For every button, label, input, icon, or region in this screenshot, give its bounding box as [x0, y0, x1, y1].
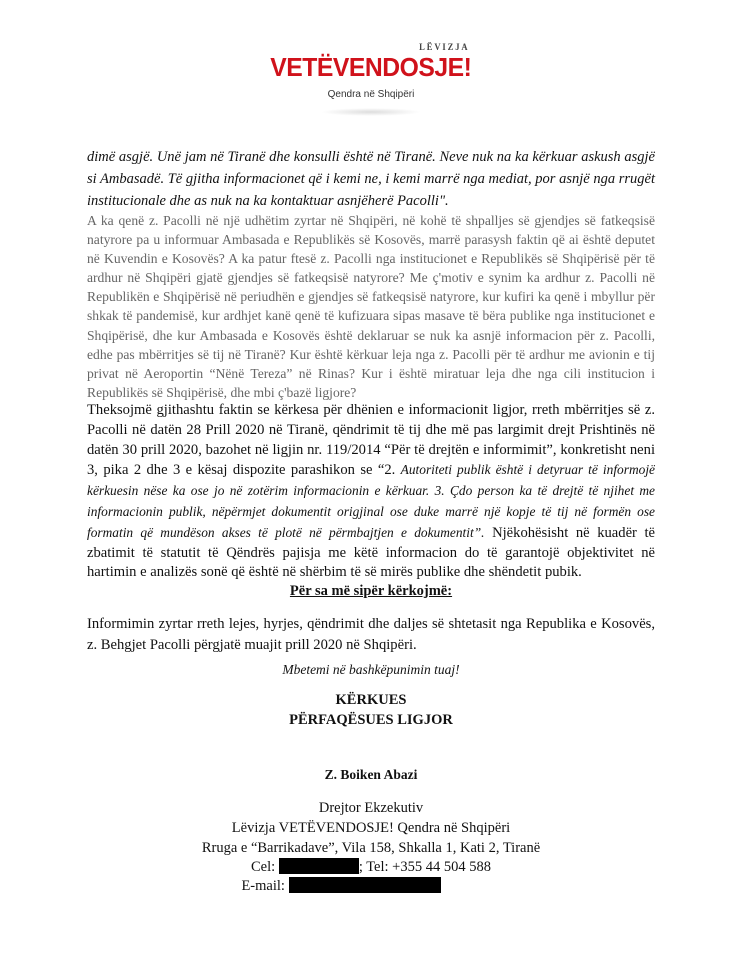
logo-main-text: VETËVENDOSJE!	[270, 52, 472, 82]
role-legal-rep: PËRFAQËSUES LIGJOR	[289, 712, 453, 728]
quote-paragraph: dimë asgjë. Unë jam në Tiranë dhe konsulli është në Tiranë. Neve nuk na ka kërkuar askush asgjë si Ambasadë. Të gjitha informacionet që i kemi ne, i kemi marrë nga mediat, por asnjë nga rrugët institucionale dhe as nuk na ka kontaktuar asnjëherë Pacolli".	[87, 149, 655, 209]
logo-wordmark	[270, 42, 472, 83]
redacted-email	[289, 877, 441, 893]
closing-line: Mbetemi në bashkëpunimin tuaj!	[282, 662, 460, 677]
legal-text-b: Njëkohësisht në kuadër të zbatimit të statutit të Qëndrës pajisja me këtë informacion do të garantojë objektivitet në hartimin e analizës sonë që është në shërbim të së mirës publike dhe shëndetit pubik.	[87, 524, 656, 581]
address: Rruga e “Barrikadave”, Vila 158, Shkalla 1, Kati 2, Tiranë	[201, 840, 541, 856]
organization: Lëvizja VETËVENDOSJE! Qendra në Shqipëri	[231, 820, 511, 836]
legal-text-a: Theksojmë gjithashtu faktin se kërkesa për dhënien e informacionit ligjor, rreth mbërritjes së z. Pacolli në datën 28 Prill 2020 në Tiranë, qëndrimit të tij dhe më pas largimit drejt Prishtinës në datën 30 prill 2020, bazohet në ligjin nr. 119/2014 “Për të drejtën e informimit”, konkretisht neni 3, pika 2 dhe 3 e kësaj dispozite parashikon se “2.	[87, 402, 655, 479]
legal-paragraph	[87, 401, 655, 583]
redacted-cel	[279, 858, 359, 874]
logo-subtitle: Qendra në Shqipëri	[327, 89, 415, 100]
legal-quote: Autoriteti publik është i detyruar të informojë kërkuesin nëse ka ose jo në zotërim informacionin e kërkuar. 3. Çdo person ka të drejtë të njihet me informacionin publik, nëpërmjet dokumentit origjinal ose duke marrë një kopje të tij në formën ose formatin që mundëson akses të plotë në përmbajtjen e dokumentit”.	[87, 462, 655, 540]
logo	[0, 42, 742, 116]
email-label: E-mail:	[241, 878, 285, 894]
phone-line	[0, 858, 742, 876]
request-paragraph: Informimin zyrtar rreth lejes, hyrjes, qëndrimit dhe daljes së shtetasit nga Republika e Kosovës, z. Behgjet Pacolli përgjatë muajit prill 2020 në Shqipëri.	[87, 616, 655, 653]
email-line	[0, 877, 712, 895]
tel-number: ; Tel: +355 44 504 588	[358, 859, 491, 875]
logo-shadow	[321, 108, 421, 116]
request-heading: Për sa më sipër kërkojmë:	[289, 583, 453, 599]
signatory-name: Z. Boiken Abazi	[324, 767, 418, 782]
logo-top-text: LËVIZJA	[419, 42, 470, 52]
role-requester: KËRKUES	[335, 692, 407, 708]
cel-label: Cel:	[251, 859, 276, 875]
questions-paragraph: A ka qenë z. Pacolli në një udhëtim zyrtar në Shqipëri, në kohë të shpalljes së gjendjes së fatkeqsisë natyrore pa u informuar Ambasada e Republikës së Kosovës, marrë parasysh faktin që ai është deputet në Kuvendin e Kosovës? A ka patur ftesë z. Pacolli nga institucionet e Republikës së Shqipërisë për të ardhur në Shqipëri gjatë gjendjes së fatkeqsisë natyrore? Me ç'motiv e synim ka ardhur z. Pacolli në Republikën e Shqipërisë në periudhën e gjendjes së fatkeqsisë natyrore, kur kufiri ka qenë i mbyllur për shkak të pandemisë, kur ardhjet kanë qenë të kufizuara sipas masave të bëra publike nga institucionet e Shqipërisë, dhe kur Ambasada e Kosovës është deklaruar se nuk ka asnjë informacion për z. Pacolli, edhe pas mbërritjes së tij në Tiranë? Kur është kërkuar leja nga z. Pacolli për të ardhur me avionin e tij privat në Aeroportin “Nënë Tereza” në Rinas? Kur i është miratuar leja dhe nga cili institucion i Republikës së Shqipërisë, dhe mbi ç'bazë ligjore?	[87, 213, 655, 400]
signatory-title: Drejtor Ekzekutiv	[318, 800, 424, 816]
